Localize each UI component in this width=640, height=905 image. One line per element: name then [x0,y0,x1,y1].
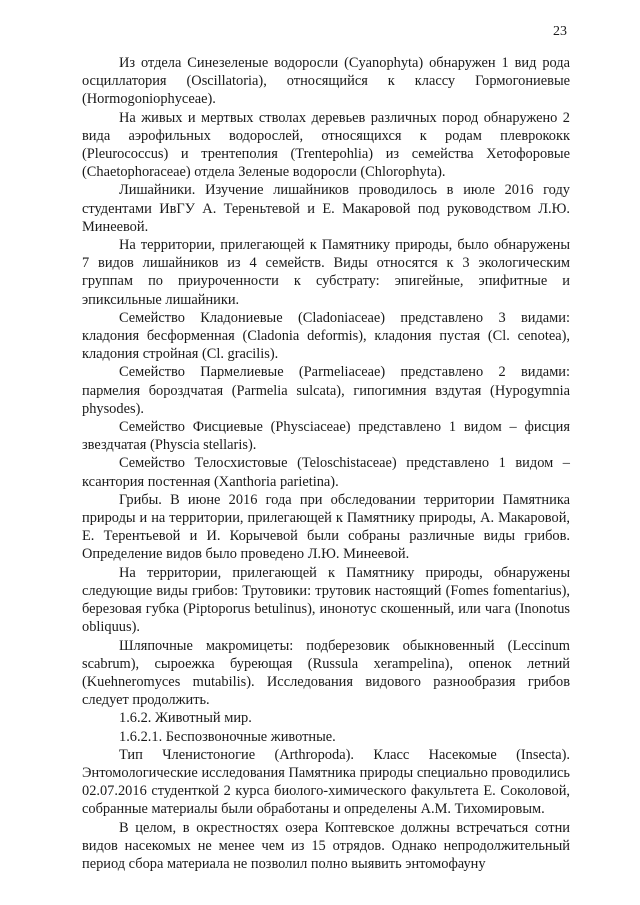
paragraph-cladoniaceae: Семейство Кладониевые (Cladoniaceae) представлено 3 видами: кладония бесформенная (Cladonia deformis), кладония пустая (Cl. cenotea), кладония стройная (Cl. gracilis). [82,309,570,363]
document-body [82,54,570,873]
paragraph-macromycetes: Шляпочные макромицеты: подберезовик обыкновенный (Leccinum scabrum), сыроежка буреющая (Russula xerampelina), опенок летний (Kuehneromyces mutabilis). Исследования видового разнообразия грибов следует продолжить. [82,637,570,709]
paragraph-arthropoda: Тип Членистоногие (Arthropoda). Класс Насекомые (Insecta). Энтомологические исследования Памятника природы специально проводились 02.07.2016 студенткой 2 курса биолого-химического факультета Е. Соколовой, собранные материалы были обработаны и определены А.М. Тихомировым. [82,746,570,818]
paragraph-aerophilic-algae: На живых и мертвых стволах деревьев различных пород обнаружено 2 вида аэрофильных водорослей, относящихся к родам плеврококк (Pleurococcus) и трентеполия (Trentepohlia) из семейства Хетофоровые (Chaetophoraceae) отдела Зеленые водоросли (Chlorophyta). [82,109,570,181]
paragraph-cyanophyta: Из отдела Синезеленые водоросли (Cyanophyta) обнаружен 1 вид рода осциллатория (Oscillatoria), относящийся к классу Гормогониевые (Hormogoniophyceae). [82,55,570,108]
paragraph-lichens-territory: На территории, прилегающей к Памятнику природы, было обнаружены 7 видов лишайников из 4 семейств. Виды относятся к 3 экологическим группам по приуроченности к субстрату: эпигейные, эпифитные и эпиксильные лишайники. [82,237,570,308]
paragraph-fungi-intro: Грибы. В июне 2016 года при обследовании территории Памятника природы и на территории, прилегающей к Памятнику природы, А. Макаровой, Е. Терентьевой и И. Корычевой были собраны различные виды грибов. Определение видов было проведено Л.Ю. Минеевой. [82,491,570,563]
paragraph-polypores: На территории, прилегающей к Памятнику природы, обнаружены следующие виды грибов: Трутовики: трутовик настоящий (Fomes fomentarius), березовая губка (Piptoporus betulinus), инонотус скошенный, или чага (Inonotus obliquus). [82,564,570,636]
paragraph-physciaceae: Семейство Фисциевые (Physciaceae) представлено 1 видом – фисция звездчатая (Physcia stellaris). [82,419,570,454]
section-heading-invertebrates: 1.6.2.1. Беспозвоночные животные. [119,728,336,745]
paragraph-insects-overview: В целом, в окрестностях озера Коптевское должны встречаться сотни видов насекомых не менее чем из 15 отрядов. Однако непродолжительный период сбора материала не позволил полно выявить энтомофауну [82,819,570,872]
paragraph-lichens-intro: Лишайники. Изучение лишайников проводилось в июле 2016 году студентами ИвГУ А. Тереньтевой и Е. Макаровой под руководством Л.Ю. Минеевой. [82,182,570,235]
page-number: 23 [553,24,567,39]
paragraph-teloschistaceae: Семейство Телосхистовые (Teloschistaceae) представлено 1 видом – ксантория постенная (Xanthoria parietina). [82,455,570,490]
section-heading-fauna: 1.6.2. Животный мир. [119,710,252,727]
paragraph-parmeliaceae: Семейство Пармелиевые (Parmeliaceae) представлено 2 видами: пармелия бороздчатая (Parmelia sulcata), гипогимния вздутая (Hypogymnia physodes). [82,364,570,417]
